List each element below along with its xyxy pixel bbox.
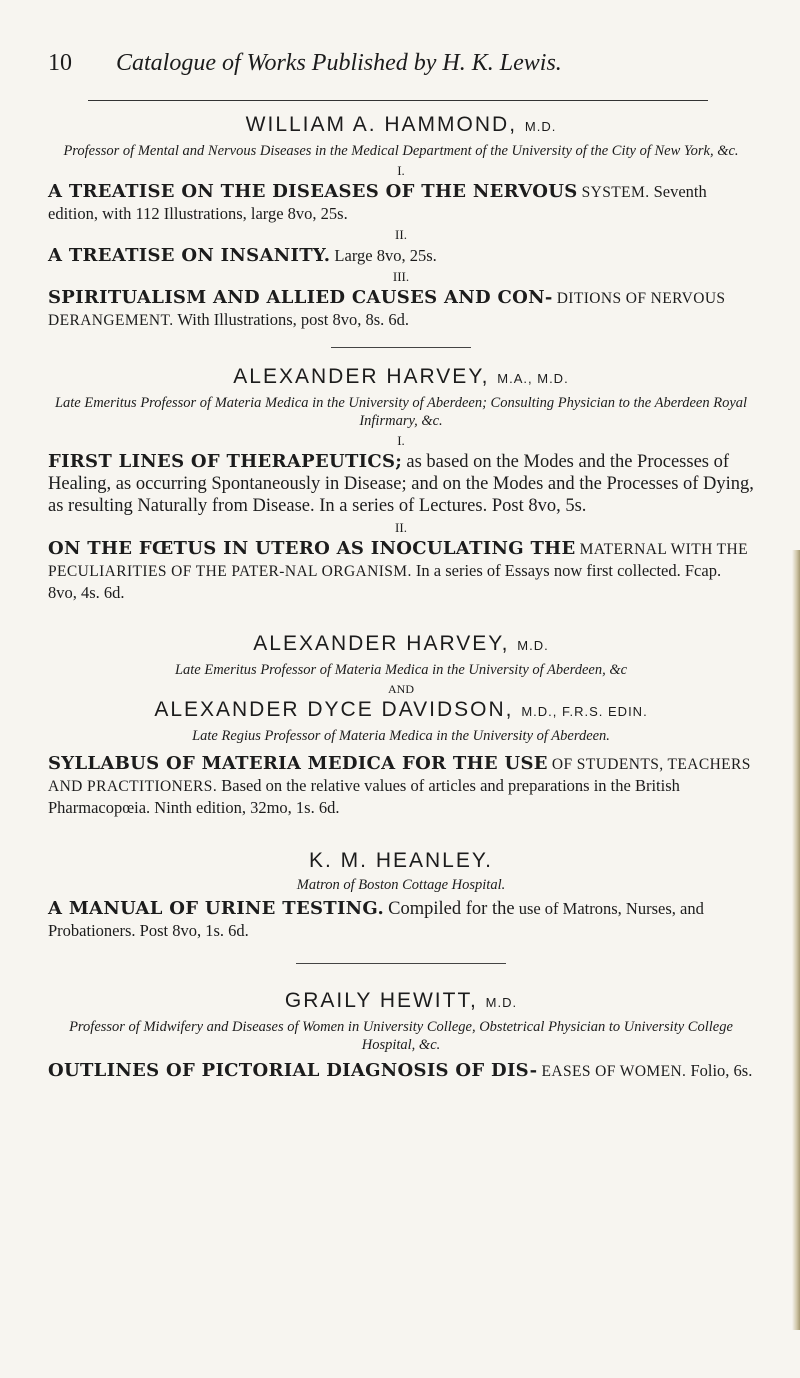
work-details: Seventh edition, with 112 Illustrations, large 8vo, 25s.	[48, 182, 707, 223]
author-name: ALEXANDER HARVEY,	[253, 632, 510, 655]
work-details: as based on the Modes and the Processes of Healing, as occurring Spontaneously in Disease; and on the Modes and the Processes of Dying, as resulting Naturally from Disease. In a series of Lectures. Post 8vo, 5s.	[48, 452, 754, 516]
page-edge-shadow	[792, 550, 800, 1330]
work-entry	[48, 538, 754, 603]
work-entry	[48, 898, 754, 941]
author-section-hewitt	[48, 988, 754, 1082]
work-title-continued: DITIONS OF NERVOUS DERANGEMENT.	[48, 290, 726, 329]
work-entry	[48, 287, 754, 331]
author-description: Late Emeritus Professor of Materia Medica in the University of Aberdeen; Consulting Physician to the Aberdeen Royal Infirmary, &c.	[54, 395, 748, 429]
coauthor-description: Late Regius Professor of Materia Medica in the University of Aberdeen.	[192, 728, 610, 744]
page-number: 10	[48, 50, 72, 76]
work-title-continued: OF STUDENTS, TEACHERS AND PRACTITIONERS.	[48, 756, 751, 795]
work-entry	[48, 245, 754, 266]
author-degrees: M.A., M.D.	[497, 371, 569, 386]
work-details: In a series of Essays now first collected. Fcap. 8vo, 4s. 6d.	[48, 561, 722, 602]
work-entry	[48, 1060, 754, 1082]
section-divider	[331, 347, 471, 348]
author-section-heanley	[48, 848, 754, 941]
work-title: A TREATISE ON INSANITY.	[48, 245, 331, 266]
author-degrees: M.D.	[485, 995, 518, 1010]
author-name: ALEXANDER HARVEY,	[233, 365, 490, 388]
work-entry	[48, 753, 754, 818]
author-name: K. M. HEANLEY.	[308, 849, 493, 872]
author-section-hammond	[48, 112, 754, 331]
work-title: A TREATISE ON THE DISEASES OF THE NERVOUS	[48, 181, 578, 202]
work-entry	[48, 451, 754, 517]
work-entry	[48, 181, 754, 224]
and-conjunction: AND	[388, 682, 414, 696]
author-name: WILLIAM A. HAMMOND,	[245, 113, 518, 136]
work-details: use of Matrons, Nurses, and Probationers. Post 8vo, 1s. 6d.	[48, 899, 704, 940]
coauthor-degrees: M.D., F.R.S. EDIN.	[521, 704, 648, 719]
author-section-harvey	[48, 364, 754, 603]
coauthor-name: ALEXANDER DYCE DAVIDSON,	[154, 698, 514, 721]
work-numeral: II.	[395, 520, 407, 535]
author-description: Matron of Boston Cottage Hospital.	[296, 877, 506, 893]
catalogue-content	[48, 112, 754, 1082]
work-title-continued: EASES OF WOMEN.	[541, 1063, 687, 1080]
work-numeral: III.	[392, 269, 410, 284]
work-title: A MANUAL OF URINE TESTING.	[48, 898, 385, 919]
author-description: Professor of Midwifery and Diseases of Women in University College, Obstetrical Physician to University College Hospital, &c.	[69, 1019, 733, 1053]
work-title: SPIRITUALISM AND ALLIED CAUSES AND CON-	[48, 287, 553, 308]
work-numeral: I.	[397, 163, 405, 178]
work-title: SYLLABUS OF MATERIA MEDICA FOR THE USE	[48, 753, 548, 774]
running-title: Catalogue of Works Published by H. K. Lewis.	[116, 50, 562, 76]
work-numeral: I.	[397, 433, 405, 448]
work-details: With Illustrations, post 8vo, 8s. 6d.	[177, 310, 410, 329]
work-title: ON THE FŒTUS IN UTERO AS INOCULATING THE	[48, 538, 576, 559]
page-header	[48, 50, 754, 90]
work-numeral: II.	[395, 227, 407, 242]
section-divider	[296, 963, 506, 964]
author-degrees: M.D.	[517, 638, 549, 653]
work-details: Based on the relative values of articles and preparations in the British Pharmacopœia. Ninth edition, 32mo, 1s. 6d.	[48, 776, 680, 817]
work-title-continued: SYSTEM.	[581, 184, 650, 201]
author-section-harvey-davidson	[48, 631, 754, 818]
author-degrees: M.D.	[524, 119, 557, 134]
author-description: Professor of Mental and Nervous Diseases in the Medical Department of the University of the City of New York, &c.	[63, 143, 739, 159]
work-details: Folio, 6s.	[690, 1061, 753, 1080]
author-description: Late Emeritus Professor of Materia Medica in the University of Aberdeen, &c	[174, 662, 628, 678]
work-title: FIRST LINES OF THERAPEUTICS;	[48, 451, 403, 472]
work-title: OUTLINES OF PICTORIAL DIAGNOSIS OF DIS-	[48, 1060, 538, 1081]
header-rule	[88, 100, 708, 101]
work-details-lead: Compiled for the	[388, 899, 515, 919]
work-details: Large 8vo, 25s.	[334, 246, 437, 265]
work-title-continued: MATERNAL WITH THE PECULIARITIES OF THE PATER-NAL ORGANISM.	[48, 541, 749, 580]
author-name: GRAILY HEWITT,	[284, 989, 478, 1012]
